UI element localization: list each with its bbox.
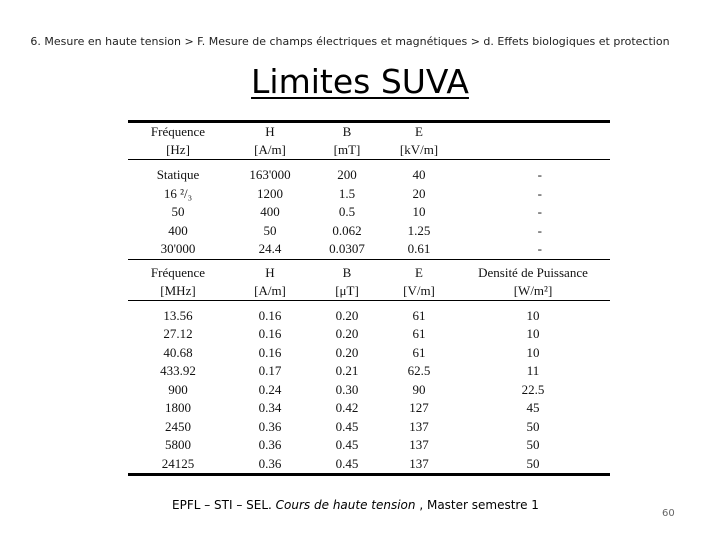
- breadcrumb: 6. Mesure en haute tension > F. Mesure de champs électriques et magnétiques > d. Effets biologiques et protection: [30, 35, 670, 48]
- table2-data-cell: 0.16: [258, 307, 282, 323]
- table1-data-cell: -: [537, 222, 542, 238]
- table2-data-cell: 50: [526, 437, 540, 452]
- table2-data-cell: 0.24: [258, 381, 282, 397]
- table2-data-cell: 50: [526, 455, 540, 471]
- table2-data-cell: 22.5: [521, 381, 545, 397]
- table1-data-cell: 1.25: [407, 222, 431, 238]
- table-row: [128, 222, 610, 241]
- table2-data-cell: 137: [409, 455, 429, 471]
- table2-data-cell: 0.20: [335, 326, 359, 341]
- table-row: [128, 381, 610, 400]
- table2-body: [128, 307, 610, 474]
- table2-data-cell: 0.20: [335, 344, 359, 360]
- table1-unit-cell: [Hz]: [166, 142, 190, 157]
- table1-data-cell: 24.4: [258, 241, 282, 256]
- table2-data-cell: 13.56: [163, 307, 193, 323]
- footer-suffix: , Master semestre 1: [415, 498, 539, 512]
- page-title: Limites SUVA: [251, 62, 469, 101]
- table1-data-cell: 0.062: [332, 222, 362, 238]
- table2-data-cell: 50: [526, 418, 540, 434]
- table2-data-cell: 10: [526, 344, 540, 360]
- table2-data-cell: 0.16: [258, 326, 282, 341]
- table2-data-cell: 5800: [165, 437, 191, 452]
- table2-header-cell: E: [415, 264, 423, 280]
- table-row: [128, 399, 610, 418]
- table1-data-cell: 400: [168, 222, 188, 238]
- table-row: [128, 344, 610, 363]
- table2-header-cell: Fréquence: [150, 264, 206, 280]
- table2-data-cell: 90: [412, 381, 426, 397]
- table2-data-cell: 0.36: [258, 455, 282, 471]
- table1-data-cell: 16 ²/₃: [163, 185, 193, 201]
- footer-prefix: EPFL – STI – SEL.: [172, 498, 276, 512]
- table2-data-cell: 433.92: [160, 363, 196, 378]
- table-row: [128, 436, 610, 455]
- limits-table: [128, 120, 610, 476]
- table2-data-cell: 40.68: [163, 344, 193, 360]
- table1-unit-cell: [kV/m]: [399, 142, 439, 157]
- page-number: 60: [662, 508, 675, 519]
- table2-data-cell: 0.45: [335, 455, 359, 471]
- table1-data-cell: 200: [337, 167, 357, 182]
- table1-header-cell: E: [415, 124, 423, 139]
- table1-units-row: [128, 141, 610, 159]
- table1-data-cell: 20: [412, 185, 426, 201]
- table1-unit-cell: [A/m]: [254, 142, 286, 157]
- footer: [172, 498, 539, 512]
- table2-header-cell: H: [265, 264, 275, 280]
- table1-header-cell: Fréquence: [150, 124, 206, 139]
- table1-data-cell: 400: [260, 204, 280, 219]
- table2-data-cell: 45: [526, 400, 540, 415]
- table1-header-cell: H: [265, 124, 275, 139]
- table2-data-cell: 0.21: [335, 363, 359, 378]
- table1-data-cell: 50: [171, 204, 185, 219]
- table1-data-cell: 40: [412, 167, 426, 182]
- table2-data-cell: 900: [168, 381, 188, 397]
- table2-unit-cell: [W/m²]: [513, 282, 553, 298]
- table2-units-row: [128, 282, 610, 300]
- table1-data-cell: 0.0307: [329, 241, 365, 256]
- table2-data-cell: 0.17: [258, 363, 282, 378]
- table2-header-row: [128, 264, 610, 282]
- table1-data-cell: -: [537, 241, 542, 256]
- table2-data-cell: 61: [412, 344, 426, 360]
- table2-data-cell: 61: [412, 307, 426, 323]
- table-row: [128, 418, 610, 437]
- table2-unit-cell: [V/m]: [403, 282, 435, 298]
- table1-data-cell: -: [537, 167, 542, 182]
- table2-data-cell: 0.20: [335, 307, 359, 323]
- table2-data-cell: 27.12: [163, 326, 193, 341]
- table-row: [128, 166, 610, 185]
- table1-unit-cell: [mT]: [333, 142, 361, 157]
- table1-data-cell: 0.5: [338, 204, 356, 219]
- table1-header-cell: B: [342, 124, 352, 139]
- table1-data-cell: 50: [263, 222, 277, 238]
- table2-data-cell: 10: [526, 307, 540, 323]
- table2-data-cell: 61: [412, 326, 426, 341]
- table-row: [128, 240, 610, 259]
- table1-data-cell: 1.5: [338, 185, 356, 201]
- table-row: [128, 455, 610, 474]
- table1-data-cell: Statique: [156, 167, 200, 182]
- table2-data-cell: 0.16: [258, 344, 282, 360]
- table2-data-cell: 62.5: [407, 363, 431, 378]
- table2-data-cell: 127: [409, 400, 429, 415]
- table2-data-cell: 11: [526, 363, 540, 378]
- table2-data-cell: 0.36: [258, 437, 282, 452]
- table2-data-cell: 24125: [161, 455, 195, 471]
- table-row: [128, 325, 610, 344]
- table-row: [128, 307, 610, 326]
- table1-data-cell: 1200: [257, 185, 283, 201]
- table1-data-cell: -: [537, 185, 542, 201]
- footer-course: Cours de haute tension: [275, 498, 416, 512]
- table2-unit-cell: [MHz]: [160, 282, 196, 298]
- table2-data-cell: 0.36: [258, 418, 282, 434]
- table2-unit-cell: [μT]: [335, 282, 359, 298]
- table1-data-cell: 10: [412, 204, 426, 219]
- table2-data-cell: 137: [409, 437, 429, 452]
- table1-data-cell: 0.61: [407, 241, 431, 256]
- table-row: [128, 203, 610, 222]
- table1-data-cell: -: [537, 204, 542, 219]
- table2-data-cell: 0.34: [258, 400, 282, 415]
- table2-data-cell: 1800: [165, 400, 191, 415]
- table-row: [128, 362, 610, 381]
- table1-data-cell: 30'000: [160, 241, 196, 256]
- table2-unit-cell: [A/m]: [254, 282, 286, 298]
- table1-data-cell: 163'000: [249, 167, 291, 182]
- table2-data-cell: 0.45: [335, 418, 359, 434]
- table2-data-cell: 10: [526, 326, 540, 341]
- table2-data-cell: 0.45: [335, 437, 359, 452]
- table2-data-cell: 137: [409, 418, 429, 434]
- table2-data-cell: 0.42: [335, 400, 359, 415]
- table-row: [128, 185, 610, 204]
- table-rule-bottom: [128, 473, 610, 476]
- table2-header-cell: Densité de Puissance: [478, 264, 588, 280]
- table2-data-cell: 2450: [165, 418, 191, 434]
- table1-body: [128, 166, 610, 259]
- table1-header-row: [128, 123, 610, 141]
- table2-data-cell: 0.30: [335, 381, 359, 397]
- table2-header-cell: B: [342, 264, 352, 280]
